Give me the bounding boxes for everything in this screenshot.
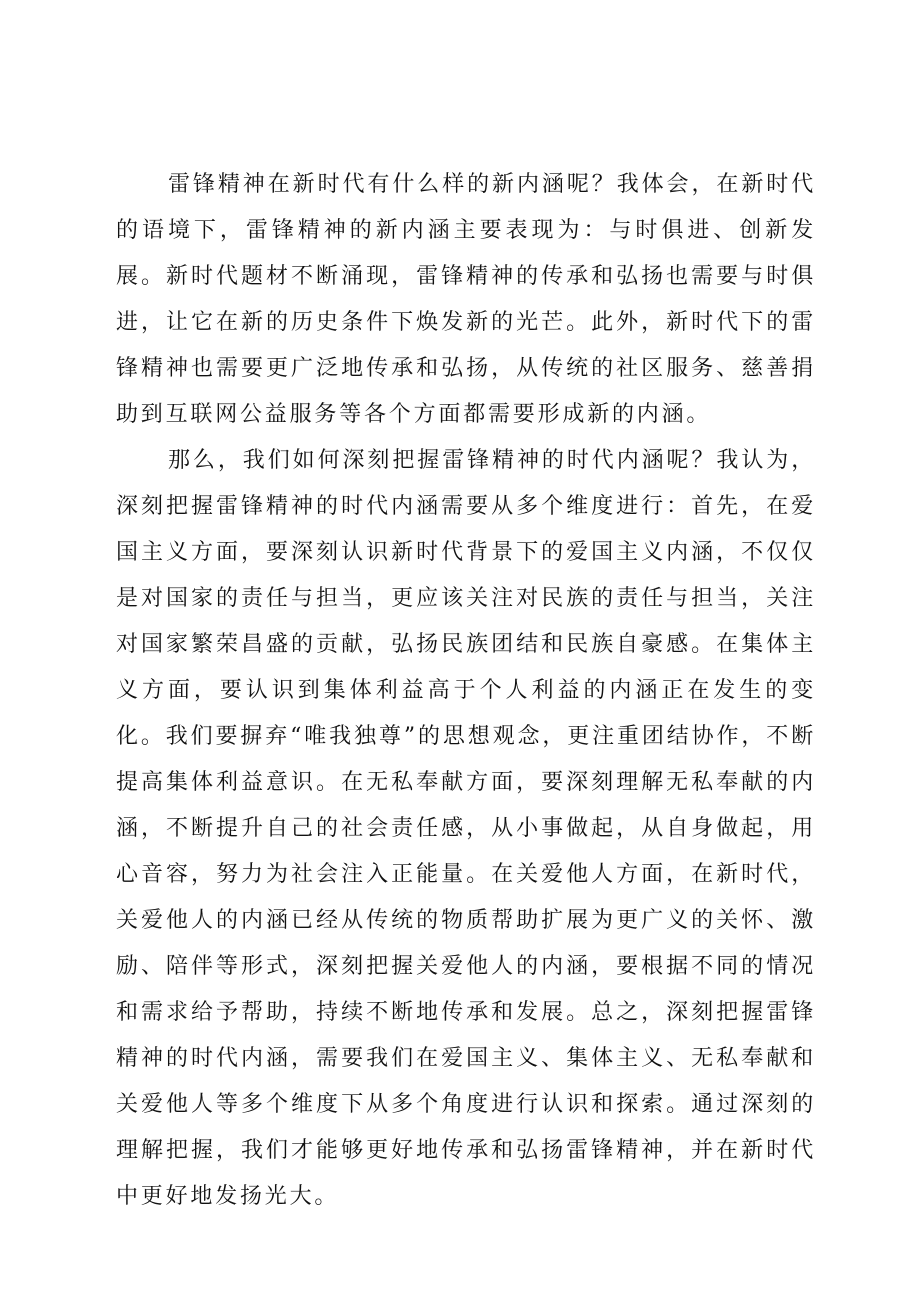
document-body	[116, 162, 816, 1220]
paragraph-2: 那么，我们如何深刻把握雷锋精神的时代内涵呢？我认为，深刻把握雷锋精神的时代内涵需要从多个维度进行：首先，在爱国主义方面，要深刻认识新时代背景下的爱国主义内涵，不仅仅是对国家的责任与担当，更应该关注对民族的责任与担当，关注对国家繁荣昌盛的贡献，弘扬民族团结和民族自豪感。在集体主义方面，要认识到集体利益高于个人利益的内涵正在发生的变化。我们要摒弃“唯我独尊”的思想观念，更注重团结协作，不断提高集体利益意识。在无私奉献方面，要深刻理解无私奉献的内涵，不断提升自己的社会责任感，从小事做起，从自身做起，用心音容，努力为社会注入正能量。在关爱他人方面，在新时代，关爱他人的内涵已经从传统的物质帮助扩展为更广义的关怀、激励、陪伴等形式，深刻把握关爱他人的内涵，要根据不同的情况和需求给予帮助，持续不断地传承和发展。总之，深刻把握雷锋精神的时代内涵，需要我们在爱国主义、集体主义、无私奉献和关爱他人等多个维度下从多个角度进行认识和探索。通过深刻的理解把握，我们才能够更好地传承和弘扬雷锋精神，并在新时代中更好地发扬光大。	[116, 448, 816, 1209]
paragraph-1: 雷锋精神在新时代有什么样的新内涵呢？我体会，在新时代的语境下，雷锋精神的新内涵主要表现为：与时俱进、创新发展。新时代题材不断涌现，雷锋精神的传承和弘扬也需要与时俱进，让它在新的历史条件下焕发新的光芒。此外，新时代下的雷锋精神也需要更广泛地传承和弘扬，从传统的社区服务、慈善捐助到互联网公益服务等各个方面都需要形成新的内涵。	[116, 172, 816, 427]
